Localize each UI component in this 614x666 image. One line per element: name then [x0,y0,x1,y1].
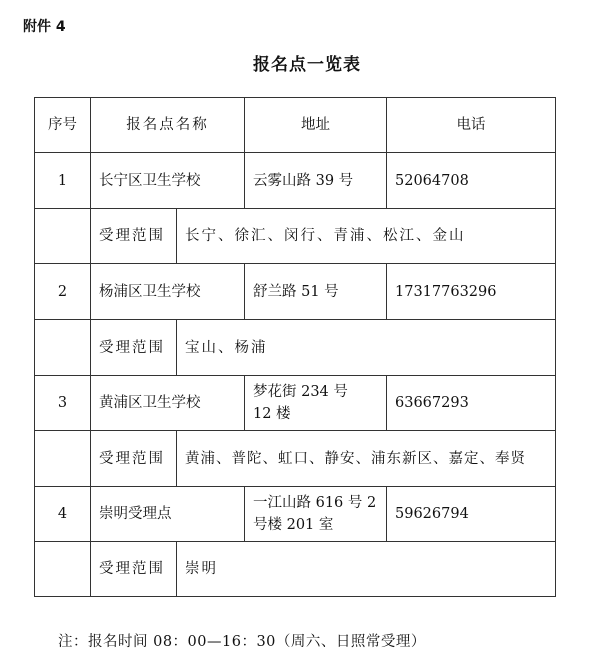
row-address: 舒兰路 51 号 [253,283,339,300]
row-index: 3 [57,395,68,411]
header-phone: 电话 [456,117,486,133]
row-name: 黄浦区卫生学校 [99,395,201,411]
row-address: 云雾山路 39 号 [253,172,354,189]
row-index: 4 [57,506,68,522]
row-index: 1 [57,172,68,189]
row-address: 一江山路 616 号 2 号楼 201 室 [253,495,377,533]
page-title: 报名点一览表 [253,55,361,75]
scope-value: 宝山、杨浦 [185,339,268,356]
row-phone: 52064708 [395,172,469,189]
header-name: 报名点名称 [126,117,209,133]
scope-label: 受理范围 [99,450,165,467]
scope-label: 受理范围 [99,228,165,244]
scope-value: 黄浦、普陀、虹口、静安、浦东新区、嘉定、奉贤 [185,450,526,467]
scope-value: 长宁、徐汇、闵行、青浦、松江、金山 [185,228,466,244]
row-name: 长宁区卫生学校 [99,172,201,189]
row-phone: 59626794 [395,506,469,522]
attachment-label: 附件 4 [23,19,66,35]
scope-label: 受理范围 [99,339,165,356]
registration-table [34,97,556,597]
scope-label: 受理范围 [99,561,165,577]
row-index: 2 [57,283,68,300]
footnote: 注：报名时间 08：00—16：30（周六、日照常受理） [58,634,426,650]
scope-value: 崇明 [185,561,218,577]
header-index: 序号 [48,117,77,133]
header-address: 地址 [301,117,330,133]
row-name: 杨浦区卫生学校 [99,283,201,300]
row-phone: 17317763296 [395,283,497,300]
row-name: 崇明受理点 [99,506,172,522]
row-phone: 63667293 [395,395,469,411]
row-address: 梦花街 234 号 12 楼 [253,384,348,422]
